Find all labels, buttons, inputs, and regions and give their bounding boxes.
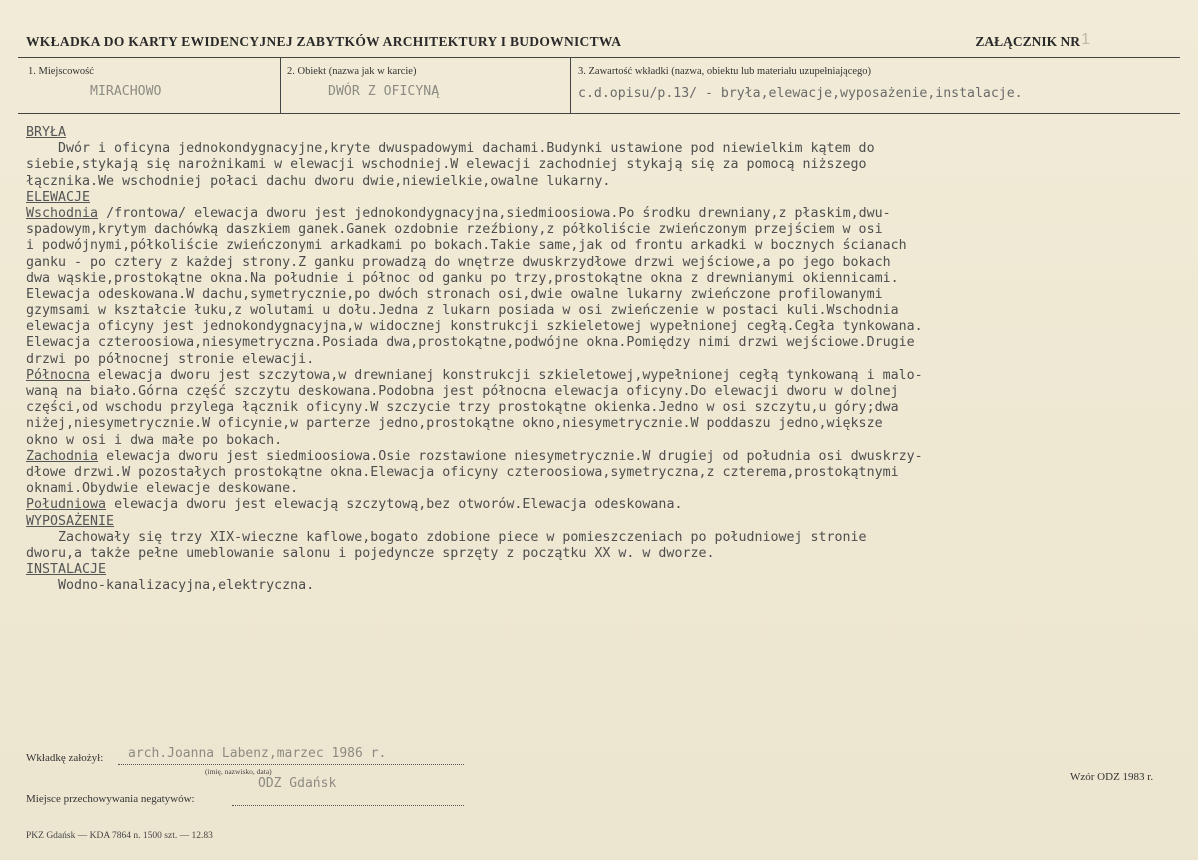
body-text-run: siebie,stykają się narożnikami w elewacji wschodniej.W elewacji zachodniej stykają się za pomocą niższego	[26, 157, 867, 173]
body-text-run: dworu,a także pełne umeblowanie salonu i pojedyncze sprzęty z początku XX w. w dworze.	[26, 545, 715, 561]
founder-line	[118, 764, 464, 765]
form-reference: Wzór ODZ 1983 r.	[1070, 771, 1154, 783]
body-line	[26, 352, 1176, 368]
body-text-run: dwa wąskie,prostokątne okna.Na południe i północ od ganku po trzy,prostokątne okna z drewnianymi okiennicami.	[26, 270, 899, 286]
section-heading: Północna	[26, 367, 91, 383]
body-line	[26, 319, 1176, 335]
storage-line	[232, 805, 464, 806]
body-line	[26, 255, 1176, 271]
body-text-run: Wodno-kanalizacyjna,elektryczna.	[26, 578, 315, 594]
body-text-run: niżej,niesymetrycznie.W oficynie,w parterze jedno,prostokątne okno,niesymetrycznie.W poddaszu jedno,większe	[26, 416, 883, 432]
annex-number: 1	[1081, 31, 1090, 48]
body-line	[26, 174, 1176, 190]
body-line	[26, 384, 1176, 400]
storage-label: Miejsce przechowywania negatywów:	[26, 793, 195, 805]
body-line	[26, 514, 1176, 530]
body-line	[26, 400, 1176, 416]
body-text-run: dłowe drzwi.W pozostałych prostokątne okna.Elewacja oficyny czteroosiowa,symetryczna,z czterema,prostokątnymi	[26, 464, 899, 480]
body-line	[26, 206, 1176, 222]
body-line	[26, 449, 1176, 465]
field-divider-1	[280, 57, 281, 113]
body-line	[26, 562, 1176, 578]
body-line	[26, 335, 1176, 351]
body-text-run: gzymsami w kształcie łuku,z wolutami u dołu.Jedna z lukarn posiada w osi zwieńczenie w postaci kuli.Wschodnia	[26, 303, 899, 319]
section-heading: WYPOSAŻENIE	[26, 513, 115, 529]
body-text-run: części,od wschodu przylega łącznik oficyny.W szczycie trzy prostokątne okienka.Jedno w osi szczytu,u góry;dwa	[26, 400, 899, 416]
section-heading: BRYŁA	[26, 125, 67, 140]
body-line	[26, 481, 1176, 497]
body-line	[26, 303, 1176, 319]
body-text-run: /frontowa/ elewacja dworu jest jednokondygnacyjna,siedmioosiowa.Po środku drewniany,z płaskim,dwu-	[98, 205, 891, 221]
body-text-run: Zachowały się trzy XIX-wieczne kaflowe,bogato zdobione piece w pomieszczeniach po południowej stronie	[26, 529, 867, 545]
body-line	[26, 433, 1176, 449]
object-label: 2. Obiekt (nazwa jak w karcie)	[287, 66, 417, 77]
print-info: PKZ Gdańsk — KDA 7864 n. 1500 szt. — 12.83	[26, 831, 213, 841]
section-heading: Zachodnia	[26, 448, 99, 464]
body-text-run: oknami.Obydwie elewacje deskowane.	[26, 481, 299, 497]
header-rule-top	[18, 57, 1180, 58]
body-line	[26, 578, 1176, 594]
section-heading: Wschodnia	[26, 205, 99, 221]
place-label: 1. Miejscowość	[28, 66, 94, 77]
description-body	[26, 125, 1176, 594]
body-text-run: waną na biało.Górna część szczytu deskowana.Podobna jest północna elewacja oficyny.Do elewacji dworu w dolnej	[26, 384, 899, 399]
place-value: MIRACHOWO	[90, 84, 162, 99]
body-text-run: elewacja oficyny jest jednokondygnacyjna,w widocznej konstrukcji szkieletowej wypełnionej cegłą.Cegła tynkowana.	[26, 319, 923, 335]
body-line	[26, 368, 1176, 384]
founder-value: arch.Joanna Labenz,marzec 1986 r.	[128, 746, 387, 761]
body-line	[26, 141, 1176, 157]
body-text-run: ganku - po cztery z każdej strony.Z ganku prowadzą do wnętrze dwuskrzydłowe drzwi wejściowe,a po jego bokach	[26, 254, 891, 270]
body-line	[26, 190, 1176, 206]
annex-label: ZAŁĄCZNIK NR	[975, 34, 1080, 49]
body-text-run: i podwójnymi,półkoliście zwieńczonymi arkadkami po bokach.Takie same,jak od frontu arkadki w bocznych ścianach	[26, 238, 907, 254]
body-text-run: Dwór i oficyna jednokondygnacyjne,kryte dwuspadowymi dachami.Budynki ustawione pod niewielkim kątem do	[26, 141, 875, 157]
body-line	[26, 287, 1176, 303]
body-text-run: elewacja dworu jest siedmioosiowa.Osie rozstawione niesymetrycznie.W drugiej od południa osi dwuskrzy-	[98, 448, 923, 464]
body-text-run: okno w osi i dwa małe po bokach.	[26, 432, 283, 448]
body-text-run: Elewacja odeskowana.W dachu,symetrycznie,po dwóch stronach osi,dwie owalne lukarny zwieńczone profilowanymi	[26, 286, 883, 302]
body-line	[26, 238, 1176, 254]
founder-org: ODZ Gdańsk	[258, 776, 337, 791]
body-text-run: elewacja dworu jest elewacją szczytową,bez otworów.Elewacja odeskowana.	[106, 497, 683, 513]
founder-hint: (imię, nazwisko, data)	[205, 767, 272, 776]
body-line	[26, 416, 1176, 432]
body-line	[26, 546, 1176, 562]
header-rule-bottom	[18, 113, 1180, 114]
founder-label: Wkładkę założył:	[26, 752, 104, 764]
form-title: WKŁADKA DO KARTY EWIDENCYJNEJ ZABYTKÓW ARCHITEKTURY I BUDOWNICTWA	[26, 34, 622, 49]
body-text-run: łącznika.We wschodniej połaci dachu dworu dwie,niewielkie,owalne lukarny.	[26, 173, 611, 189]
body-text-run: drzwi po północnej stronie elewacji.	[26, 351, 315, 367]
object-value: DWÓR Z OFICYNĄ	[328, 84, 440, 99]
content-value: c.d.opisu/p.13/ - bryła,elewacje,wyposażenie,instalacje.	[578, 86, 1023, 101]
body-line	[26, 125, 1176, 141]
body-text-run: spadowym,krytym dachówką daszkiem ganek.Ganek ozdobnie rzeźbiony,z półkoliście zwieńczonym przejściem w osi	[26, 222, 883, 238]
field-divider-2	[570, 57, 571, 113]
body-line	[26, 530, 1176, 546]
section-heading: Południowa	[26, 497, 107, 513]
body-line	[26, 222, 1176, 238]
content-label: 3. Zawartość wkładki (nazwa, obiektu lub materiału uzupełniającego)	[578, 66, 872, 77]
body-text-run: Elewacja czteroosiowa,niesymetryczna.Posiada dwa,prostokątne,podwójne okna.Pomiędzy nimi drzwi wejściowe.Drugie	[26, 335, 915, 351]
body-text-run: elewacja dworu jest szczytowa,w drewnianej konstrukcji szkieletowej,wypełnionej cegłą tynkowaną i malo-	[90, 367, 923, 383]
body-line	[26, 271, 1176, 287]
section-heading: ELEWACJE	[26, 189, 91, 205]
body-line	[26, 497, 1176, 513]
section-heading: INSTALACJE	[26, 562, 107, 578]
body-line	[26, 465, 1176, 481]
body-line	[26, 157, 1176, 173]
